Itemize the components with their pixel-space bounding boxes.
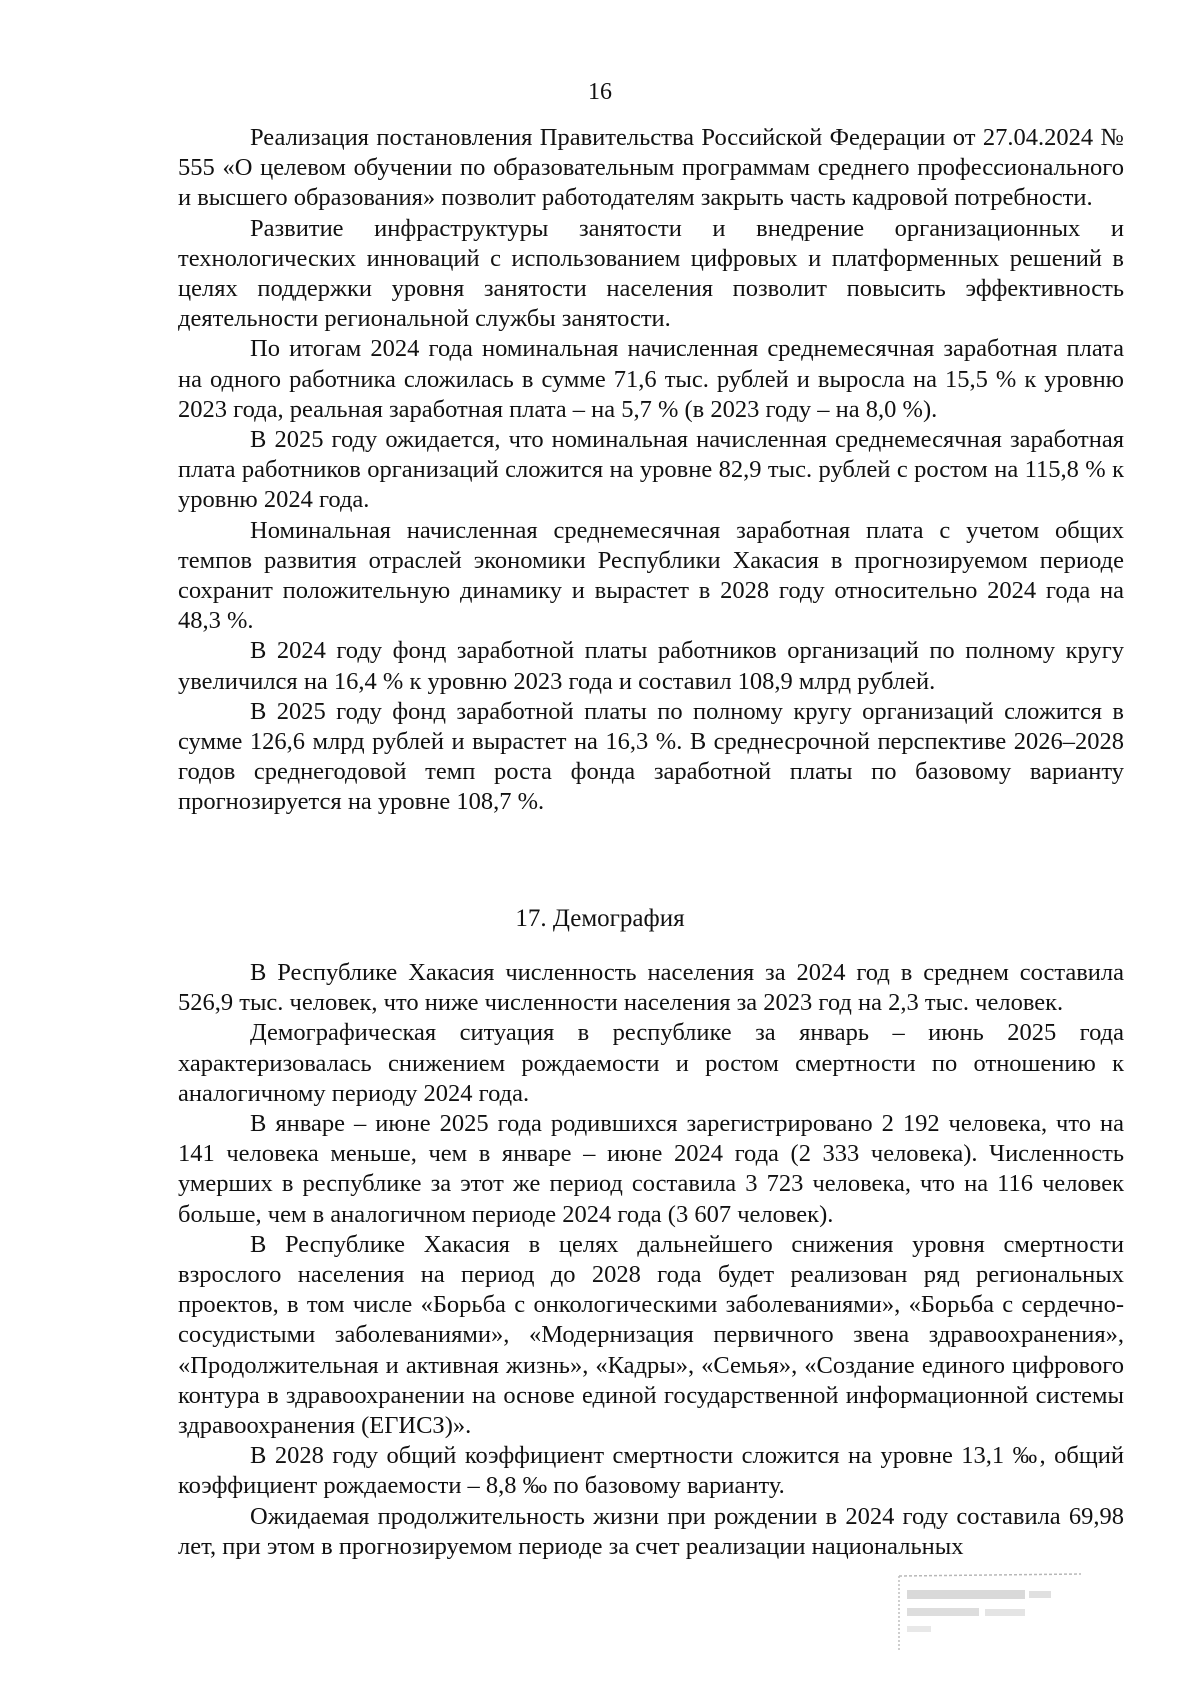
paragraph: Демографическая ситуация в республике за январь – июнь 2025 года характеризовалась снижением рождаемости и ростом смертности по отношению к аналогичному периоду 2024 года.: [178, 1019, 1124, 1107]
paragraph: Развитие инфраструктуры занятости и внедрение организационных и технологических инноваций с использованием цифровых и платформенных решений в целях поддержки уровня занятости населения позволит повысить эффективность деятельности региональной службы занятости.: [178, 214, 1124, 333]
signature-stamp: [895, 1570, 1085, 1652]
paragraph: В 2025 году ожидается, что номинальная начисленная среднемесячная заработная плата работников организаций сложится на уровне 82,9 тыс. рублей с ростом на 115,8 % к уровню 2024 года.: [178, 426, 1124, 514]
page-number: 16: [588, 79, 612, 105]
paragraph: В 2028 году общий коэффициент смертности сложится на уровне 13,1 ‰, общий коэффициент рождаемости – 8,8 ‰ по базовому варианту.: [178, 1442, 1124, 1500]
paragraph: Ожидаемая продолжительность жизни при рождении в 2024 году составила 69,98 лет, при этом в прогнозируемом периоде за счет реализации национальных: [178, 1502, 1124, 1560]
paragraph: В Республике Хакасия численность населения за 2024 год в среднем составила 526,9 тыс. человек, что ниже численности населения за 2023 год на 2,3 тыс. человек.: [178, 959, 1124, 1017]
section-heading: 17. Демография: [515, 905, 685, 932]
body-text-before-section: [178, 123, 1124, 818]
paragraph: По итогам 2024 года номинальная начисленная среднемесячная заработная плата на одного работника сложилась в сумме 71,6 тыс. рублей и выросла на 15,5 % к уровню 2023 года, реальная заработная плата – на 5,7 % (в 2023 году – на 8,0 %).: [178, 335, 1124, 423]
paragraph: Номинальная начисленная среднемесячная заработная плата с учетом общих темпов развития отраслей экономики Республики Хакасия в прогнозируемом периоде сохранит положительную динамику и вырастет в 2028 году относительно 2024 года на 48,3 %.: [178, 516, 1124, 635]
paragraph: Реализация постановления Правительства Российской Федерации от 27.04.2024 № 555 «О целевом обучении по образовательным программам среднего профессионального и высшего образования» позволит работодателям закрыть часть кадровой потребности.: [178, 124, 1124, 212]
paragraph: В январе – июне 2025 года родившихся зарегистрировано 2 192 человека, что на 141 человека меньше, чем в январе – июне 2024 года (2 333 человека). Численность умерших в республике за этот же период составила 3 723 человека, что на 116 человек больше, чем в аналогичном периоде 2024 года (3 607 человек).: [178, 1110, 1124, 1228]
paragraph: В 2024 году фонд заработной платы работников организаций по полному кругу увеличился на 16,4 % к уровню 2023 года и составил 108,9 млрд рублей.: [178, 637, 1124, 695]
paragraph: В Республике Хакасия в целях дальнейшего снижения уровня смертности взрослого населения на период до 2028 года будет реализован ряд региональных проектов, в том числе «Борьба с онкологическими заболеваниями», «Борьба с сердечно-сосудистыми заболеваниями», «Модернизация первичного звена здравоохранения», «Продолжительная и активная жизнь», «Кадры», «Семья», «Создание единого цифрового контура в здравоохранении на основе единой государственной информационной системы здравоохранения (ЕГИСЗ)».: [178, 1230, 1124, 1440]
paragraph: В 2025 году фонд заработной платы по полному кругу организаций сложится в сумме 126,6 млрд рублей и вырастет на 16,3 %. В среднесрочной перспективе 2026–2028 годов среднегодовой темп роста фонда заработной платы по базовому варианту прогнозируется на уровне 108,7 %.: [178, 697, 1124, 816]
body-text-after-section: [178, 958, 1124, 1562]
